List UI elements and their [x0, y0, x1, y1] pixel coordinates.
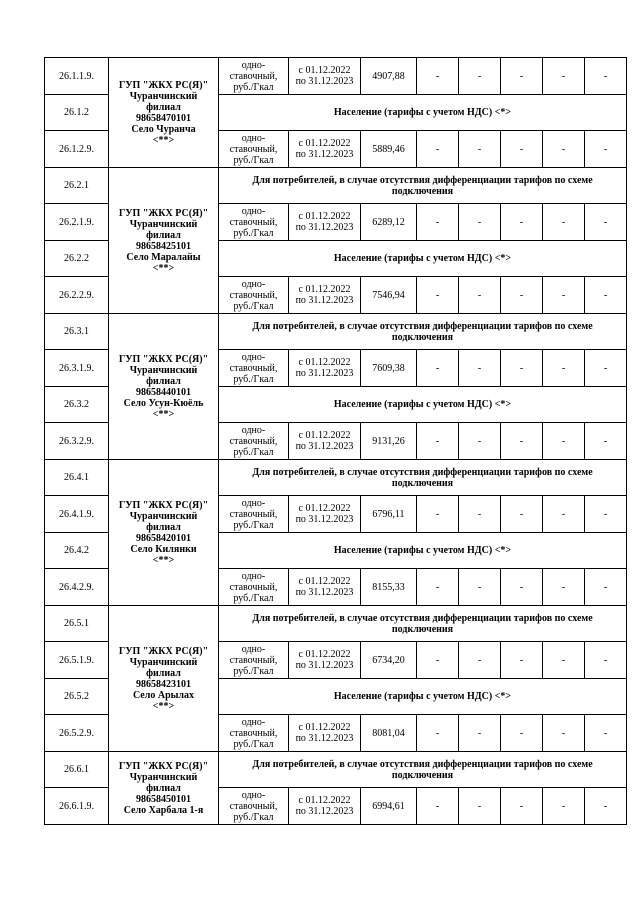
empty-value: -: [459, 58, 501, 95]
tariff-table: [44, 57, 627, 825]
units-cell: одно- ставочный, руб./Гкал: [219, 496, 289, 533]
units-cell: одно- ставочный, руб./Гкал: [219, 204, 289, 241]
organization-cell: ГУП "ЖКХ РС(Я)" Чуранчинский филиал 98658425101 Село Маралайы <**>: [109, 168, 219, 314]
empty-value: -: [543, 715, 585, 752]
empty-value: -: [501, 423, 543, 460]
empty-value: -: [501, 715, 543, 752]
group-label: Население (тарифы с учетом НДС) <*>: [219, 679, 627, 715]
empty-value: -: [417, 204, 459, 241]
table-row: [45, 752, 627, 788]
tariff-value: 8081,04: [361, 715, 417, 752]
period-cell: с 01.12.2022 по 31.12.2023: [289, 277, 361, 314]
row-code: 26.6.1: [45, 752, 109, 788]
empty-value: -: [459, 350, 501, 387]
units-cell: одно- ставочный, руб./Гкал: [219, 350, 289, 387]
table-row: [45, 58, 627, 95]
row-code: 26.5.1: [45, 606, 109, 642]
units-cell: одно- ставочный, руб./Гкал: [219, 642, 289, 679]
organization-cell: ГУП "ЖКХ РС(Я)" Чуранчинский филиал 98658470101 Село Чуранча <**>: [109, 58, 219, 168]
empty-value: -: [543, 131, 585, 168]
empty-value: -: [417, 496, 459, 533]
table-row: [45, 606, 627, 642]
group-label: Для потребителей, в случае отсутствия дифференциации тарифов по схеме подключения: [219, 460, 627, 496]
table-row: [45, 168, 627, 204]
empty-value: -: [459, 642, 501, 679]
empty-value: -: [585, 715, 627, 752]
row-code: 26.1.1.9.: [45, 58, 109, 95]
empty-value: -: [459, 788, 501, 825]
empty-value: -: [585, 131, 627, 168]
empty-value: -: [585, 204, 627, 241]
row-code: 26.2.1.9.: [45, 204, 109, 241]
empty-value: -: [417, 715, 459, 752]
period-cell: с 01.12.2022 по 31.12.2023: [289, 58, 361, 95]
empty-value: -: [459, 204, 501, 241]
row-code: 26.3.1: [45, 314, 109, 350]
empty-value: -: [501, 642, 543, 679]
empty-value: -: [543, 642, 585, 679]
empty-value: -: [459, 496, 501, 533]
empty-value: -: [543, 496, 585, 533]
empty-value: -: [543, 788, 585, 825]
row-code: 26.5.1.9.: [45, 642, 109, 679]
period-cell: с 01.12.2022 по 31.12.2023: [289, 569, 361, 606]
organization-cell: ГУП "ЖКХ РС(Я)" Чуранчинский филиал 98658423101 Село Арылах <**>: [109, 606, 219, 752]
units-cell: одно- ставочный, руб./Гкал: [219, 788, 289, 825]
table-row: [45, 314, 627, 350]
empty-value: -: [501, 569, 543, 606]
empty-value: -: [501, 58, 543, 95]
tariff-value: 7546,94: [361, 277, 417, 314]
tariff-value: 8155,33: [361, 569, 417, 606]
empty-value: -: [501, 350, 543, 387]
empty-value: -: [417, 350, 459, 387]
empty-value: -: [543, 277, 585, 314]
row-code: 26.4.2.9.: [45, 569, 109, 606]
row-code: 26.1.2: [45, 95, 109, 131]
empty-value: -: [585, 496, 627, 533]
empty-value: -: [585, 569, 627, 606]
row-code: 26.2.1: [45, 168, 109, 204]
empty-value: -: [417, 131, 459, 168]
empty-value: -: [501, 496, 543, 533]
empty-value: -: [585, 642, 627, 679]
group-label: Население (тарифы с учетом НДС) <*>: [219, 387, 627, 423]
organization-cell: ГУП "ЖКХ РС(Я)" Чуранчинский филиал 98658420101 Село Килянки <**>: [109, 460, 219, 606]
period-cell: с 01.12.2022 по 31.12.2023: [289, 642, 361, 679]
period-cell: с 01.12.2022 по 31.12.2023: [289, 715, 361, 752]
row-code: 26.2.2.9.: [45, 277, 109, 314]
empty-value: -: [459, 423, 501, 460]
row-code: 26.2.2: [45, 241, 109, 277]
row-code: 26.3.2: [45, 387, 109, 423]
empty-value: -: [585, 350, 627, 387]
empty-value: -: [459, 715, 501, 752]
empty-value: -: [585, 277, 627, 314]
group-label: Для потребителей, в случае отсутствия дифференциации тарифов по схеме подключения: [219, 752, 627, 788]
tariff-value: 4907,88: [361, 58, 417, 95]
organization-cell: ГУП "ЖКХ РС(Я)" Чуранчинский филиал 98658440101 Село Усун-Кюёль <**>: [109, 314, 219, 460]
empty-value: -: [417, 569, 459, 606]
tariff-value: 6994,61: [361, 788, 417, 825]
empty-value: -: [459, 131, 501, 168]
group-label: Для потребителей, в случае отсутствия дифференциации тарифов по схеме подключения: [219, 314, 627, 350]
group-label: Население (тарифы с учетом НДС) <*>: [219, 533, 627, 569]
tariff-value: 6289,12: [361, 204, 417, 241]
row-code: 26.4.1.9.: [45, 496, 109, 533]
units-cell: одно- ставочный, руб./Гкал: [219, 131, 289, 168]
table-row: [45, 460, 627, 496]
row-code: 26.3.2.9.: [45, 423, 109, 460]
empty-value: -: [459, 277, 501, 314]
row-code: 26.6.1.9.: [45, 788, 109, 825]
empty-value: -: [543, 569, 585, 606]
empty-value: -: [585, 58, 627, 95]
group-label: Население (тарифы с учетом НДС) <*>: [219, 95, 627, 131]
period-cell: с 01.12.2022 по 31.12.2023: [289, 788, 361, 825]
tariff-value: 5889,46: [361, 131, 417, 168]
row-code: 26.5.2: [45, 679, 109, 715]
tariff-value: 9131,26: [361, 423, 417, 460]
group-label: Для потребителей, в случае отсутствия дифференциации тарифов по схеме подключения: [219, 168, 627, 204]
units-cell: одно- ставочный, руб./Гкал: [219, 569, 289, 606]
empty-value: -: [543, 350, 585, 387]
units-cell: одно- ставочный, руб./Гкал: [219, 423, 289, 460]
group-label: Население (тарифы с учетом НДС) <*>: [219, 241, 627, 277]
empty-value: -: [459, 569, 501, 606]
empty-value: -: [501, 204, 543, 241]
row-code: 26.3.1.9.: [45, 350, 109, 387]
row-code: 26.4.2: [45, 533, 109, 569]
period-cell: с 01.12.2022 по 31.12.2023: [289, 131, 361, 168]
group-label: Для потребителей, в случае отсутствия дифференциации тарифов по схеме подключения: [219, 606, 627, 642]
tariff-value: 6734,20: [361, 642, 417, 679]
units-cell: одно- ставочный, руб./Гкал: [219, 277, 289, 314]
tariff-table-body: [45, 58, 627, 825]
row-code: 26.4.1: [45, 460, 109, 496]
period-cell: с 01.12.2022 по 31.12.2023: [289, 350, 361, 387]
empty-value: -: [417, 423, 459, 460]
period-cell: с 01.12.2022 по 31.12.2023: [289, 204, 361, 241]
empty-value: -: [543, 58, 585, 95]
tariff-value: 6796,11: [361, 496, 417, 533]
units-cell: одно- ставочный, руб./Гкал: [219, 715, 289, 752]
units-cell: одно- ставочный, руб./Гкал: [219, 58, 289, 95]
period-cell: с 01.12.2022 по 31.12.2023: [289, 496, 361, 533]
empty-value: -: [501, 788, 543, 825]
row-code: 26.1.2.9.: [45, 131, 109, 168]
tariff-value: 7609,38: [361, 350, 417, 387]
row-code: 26.5.2.9.: [45, 715, 109, 752]
period-cell: с 01.12.2022 по 31.12.2023: [289, 423, 361, 460]
empty-value: -: [501, 277, 543, 314]
empty-value: -: [585, 788, 627, 825]
empty-value: -: [543, 204, 585, 241]
organization-cell: ГУП "ЖКХ РС(Я)" Чуранчинский филиал 98658450101 Село Харбала 1-я: [109, 752, 219, 825]
empty-value: -: [501, 131, 543, 168]
empty-value: -: [417, 788, 459, 825]
empty-value: -: [417, 642, 459, 679]
empty-value: -: [417, 58, 459, 95]
empty-value: -: [585, 423, 627, 460]
empty-value: -: [417, 277, 459, 314]
empty-value: -: [543, 423, 585, 460]
